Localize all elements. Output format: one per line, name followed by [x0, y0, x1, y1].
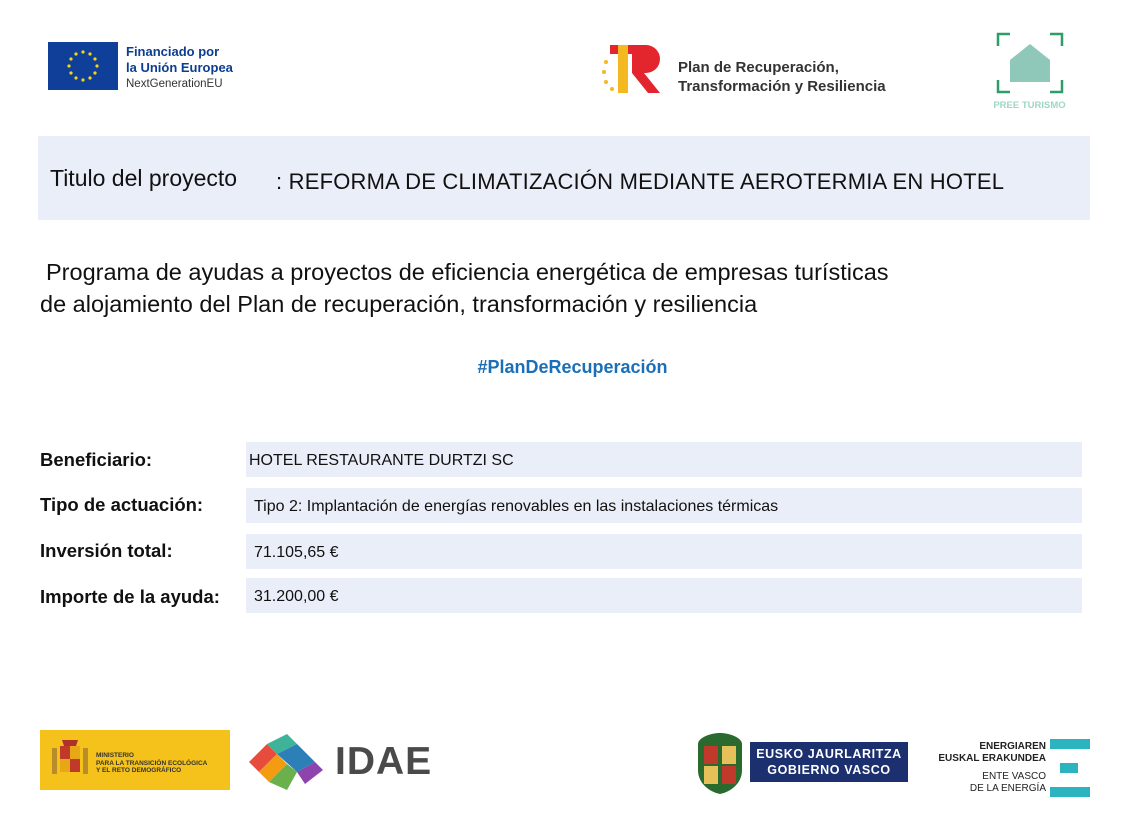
importe-ayuda-bar: [246, 578, 1082, 613]
ministerio-line-1: MINISTERIO: [96, 752, 134, 759]
eve-e-icon: [1050, 737, 1092, 797]
inversion-total-label: Inversión total:: [40, 540, 173, 561]
eu-line-1: Financiado por: [126, 44, 220, 59]
idae-logo: [243, 730, 433, 794]
eve-line-3: ENTE VASCO: [982, 771, 1046, 782]
ministerio-logo: [40, 730, 230, 790]
importe-ayuda-value: 31.200,00 €: [254, 588, 339, 605]
tipo-actuacion-bar: [246, 488, 1082, 523]
project-title-value: : REFORMA DE CLIMATIZACIÓN MEDIANTE AEROTERMIA EN HOTEL: [276, 169, 1005, 194]
eve-text-spanish: [924, 771, 1046, 795]
idae-text: IDAE: [335, 740, 433, 783]
prtr-logo-text: [678, 58, 886, 96]
ministerio-line-2: PARA LA TRANSICIÓN ECOLÓGICA: [96, 759, 208, 767]
tipo-actuacion-value: Tipo 2: Implantación de energías renovables en las instalaciones térmicas: [254, 498, 779, 515]
hashtag: #PlanDeRecuperación: [477, 357, 668, 377]
eve-line-2: EUSKAL ERAKUNDEA: [938, 753, 1046, 764]
eve-line-4: DE LA ENERGÍA: [969, 783, 1046, 794]
beneficiario-bar: [246, 442, 1082, 477]
ej-line-1: EUSKO JAURLARITZA: [756, 747, 902, 761]
prtr-tr-icon: [598, 42, 668, 102]
prtr-line-1: Plan de Recuperación,: [678, 59, 839, 76]
eusko-jaurlaritza-logo: [690, 730, 910, 796]
coat-of-arms-icon: [48, 738, 92, 782]
eve-line-1: ENERGIAREN: [979, 741, 1046, 752]
ej-text-box: [750, 742, 908, 782]
tipo-actuacion-label: Tipo de actuación:: [40, 494, 204, 515]
project-title-label: Titulo del proyecto: [50, 165, 238, 191]
eu-flag-icon: [48, 42, 118, 90]
program-line-1: Programa de ayudas a proyectos de eficiencia energética de empresas turísticas: [46, 259, 889, 285]
beneficiario-label: Beneficiario:: [40, 449, 153, 470]
ej-text: [750, 746, 908, 778]
house-icon: [994, 30, 1066, 96]
ministerio-text: [96, 752, 207, 775]
ministerio-line-3: Y EL RETO DEMOGRÁFICO: [96, 767, 182, 774]
pree-label: PREE TURISMO: [993, 100, 1066, 111]
inversion-total-bar: [246, 534, 1082, 569]
prtr-logo: [598, 42, 928, 102]
program-description: [40, 256, 1100, 320]
beneficiario-value: HOTEL RESTAURANTE DURTZI SC: [249, 452, 514, 469]
eu-line-2: la Unión Europea: [126, 60, 233, 75]
program-line-2: de alojamiento del Plan de recuperación, transformación y resiliencia: [40, 291, 758, 317]
project-title-bar: [38, 136, 1090, 220]
eu-funding-logo: [48, 42, 248, 92]
idae-mark-icon: [243, 732, 331, 792]
ej-line-2: GOBIERNO VASCO: [767, 763, 891, 777]
inversion-total-value: 71.105,65 €: [254, 544, 339, 561]
pree-turismo-logo: [982, 30, 1077, 115]
prtr-line-2: Transformación y Resiliencia: [678, 78, 886, 95]
ente-vasco-energia-logo: [920, 735, 1100, 797]
eu-logo-text: [126, 44, 233, 92]
eve-text-basque: [924, 741, 1046, 765]
eu-line-3: NextGenerationEU: [126, 78, 223, 90]
basque-shield-icon: [692, 730, 748, 796]
importe-ayuda-label: Importe de la ayuda:: [40, 586, 220, 607]
